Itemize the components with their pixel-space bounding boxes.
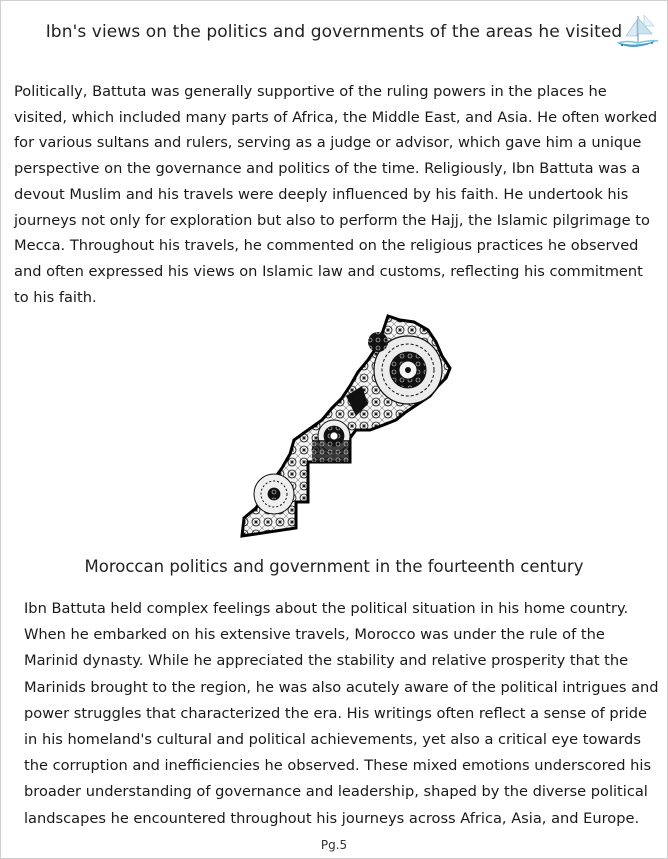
paragraph-ibn-views: Politically, Battuta was generally supportive of the ruling powers in the places he visited, which included many parts of Africa, the Middle East, and Asia. He often worked for various sultans and rulers, serving as a judge or advisor, which gave him a unique perspective on the governance and politics of the time. Religiously, Ibn Battuta was a devout Muslim and his travels were deeply influenced by his faith. He undertook his journeys not only for exploration but also to perform the Hajj, the Islamic pilgrimage to Mecca. Throughout his travels, he commented on the religious practices he observed and often expressed his views on Islamic law and customs, reflecting his commitment to his faith. bbox=[14, 83, 658, 306]
page-number: Pg.5 bbox=[320, 838, 348, 852]
section-title-ibn-views: Ibn's views on the politics and governments of the areas he visited bbox=[45, 22, 623, 42]
section-title-moroccan-politics: Moroccan politics and government in the fourteenth century bbox=[84, 557, 584, 576]
morocco-map-illustration bbox=[238, 312, 458, 542]
morocco-map-icon bbox=[238, 312, 458, 542]
ship-logo-icon bbox=[608, 12, 662, 50]
paragraph-moroccan-politics: Ibn Battuta held complex feelings about the political situation in his home country. When he embarked on his extensive travels, Morocco was under the rule of the Marinid dynasty. While he appreciated the stability and relative prosperity that the Marinids brought to the region, he was also acutely aware of the political intrigues and power struggles that characterized the era. His writings often reflect a sense of pride in his homeland's cultural and political achievements, yet also a critical eye towards the corruption and inefficiencies he observed. These mixed emotions underscored his broader understanding of governance and leadership, shaped by the diverse political landscapes he encountered throughout his journeys across Africa, Asia, and Europe. bbox=[24, 600, 659, 827]
